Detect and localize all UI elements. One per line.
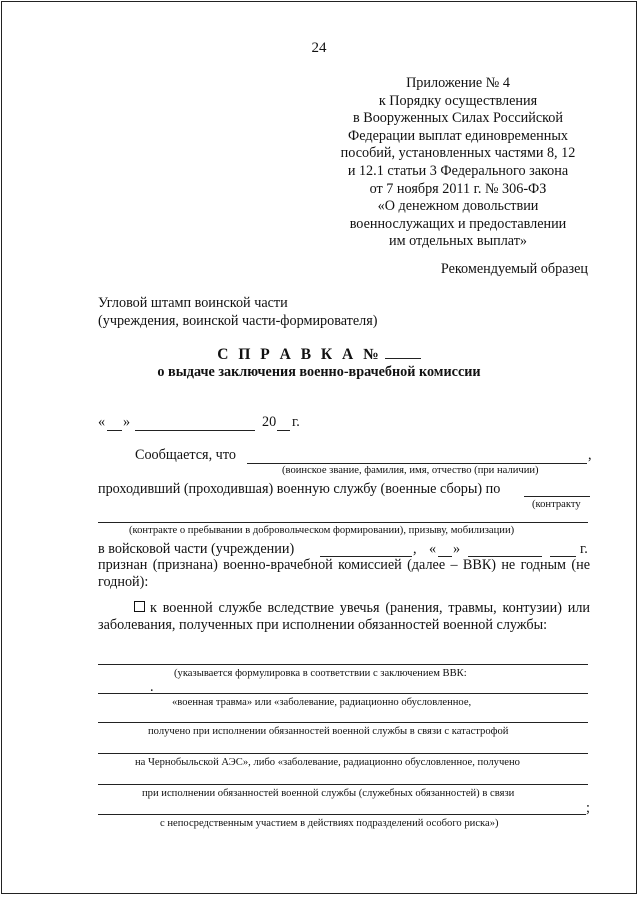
date-year-blank[interactable] [277,430,290,431]
appendix-line: военнослужащих и предоставлении [349,215,567,232]
appendix-line: пособий, установленных частями 8, 12 [340,145,576,162]
reports-comma: , [588,447,592,463]
appendix-line: «О денежном довольствии [377,198,539,215]
wording-blank-1[interactable] [98,664,588,665]
wording-hint-1: (указывается формулировка в соответствии с заключением ВВК: [174,668,467,679]
certificate-subtitle: о выдаче заключения военно-врачебной комиссии [157,364,481,380]
wording-hint-3: получено при исполнении обязанностей военной службы в связи с катастрофой [148,726,509,737]
unfit-checkbox[interactable] [134,601,145,612]
wording-blank-6[interactable] [98,814,586,815]
date-close-quote: » [123,414,131,430]
unit-label: в войсковой части (учреждении) [98,541,295,557]
appendix-line: в Вооруженных Силах Российской [353,110,563,127]
checkbox-text: к военной службе вследствие увечья (ранения, травмы, контузии) или заболевания, полученных при исполнении обязанностей военной службы: [98,600,590,634]
date-day-blank[interactable] [107,430,122,431]
service-basis-blank[interactable] [524,496,590,497]
certificate-title-text: С П Р А В К А № [217,346,382,363]
wording-blank-3[interactable] [98,722,588,723]
certificate-title [2,346,636,364]
service-member-blank[interactable] [247,463,587,464]
appendix-line: Приложение № 4 [406,75,510,91]
wording-hint-2: «военная травма» или «заболевание, радиационно обусловленное, [172,697,472,708]
served-label: проходивший (проходившая) военную службу (военные сборы) по [98,481,501,497]
stamp-line-1: Угловой штамп воинской части [98,295,288,311]
wording-blank-2[interactable] [98,693,588,694]
contract-hint: (контракту [532,499,581,510]
recognized-text: признан (признана) военно-врачебной комиссией (далее – ВВК) не годным (не годной): [98,557,590,591]
unit-year-suffix: г. [580,541,588,557]
date-open-quote: « [98,414,106,430]
dot-mark: . [150,679,154,695]
appendix-line: от 7 ноября 2011 г. № 306-ФЗ [369,180,547,197]
wording-hint-6: с непосредственным участием в действиях подразделений особого риска») [160,818,499,829]
appendix-line: Федерации выплат единовременных [348,127,568,144]
appendix-line: и 12.1 статьи 3 Федерального закона [347,162,569,179]
contract-blank[interactable] [98,522,588,523]
wording-blank-5[interactable] [98,784,588,785]
date-month-blank[interactable] [135,430,255,431]
date-year-suffix: г. [292,414,300,430]
wording-hint-5: при исполнении обязанностей военной службы (служебных обязанностей) в связи [142,788,515,799]
contract-hint-2: (контракте о пребывании в добровольческом формировании), призыву, мобилизации) [129,525,515,536]
semicolon-mark: ; [586,800,590,816]
wording-blank-4[interactable] [98,753,588,754]
stamp-line-2: (учреждения, воинской части-формирователя) [98,313,378,329]
date-year-prefix: 20 [262,414,277,430]
reports-label: Сообщается, что [135,447,236,463]
document-page [1,1,637,894]
appendix-line: им отдельных выплат» [389,233,527,250]
wording-hint-4: на Чернобыльской АЭС», либо «заболевание, радиационно обусловленное, получено [135,757,520,768]
sample-label: Рекомендуемый образец [440,261,588,277]
unit-date-close-quote: » [453,541,461,557]
appendix-block [328,75,588,251]
unit-date-open-quote: « [429,541,437,557]
page-number: 24 [311,40,327,56]
checkbox-paragraph [98,600,590,635]
reports-hint: (воинское звание, фамилия, имя, отчество (при наличии) [282,465,539,476]
appendix-line: к Порядку осуществления [378,92,538,109]
unit-comma: , [413,541,417,557]
